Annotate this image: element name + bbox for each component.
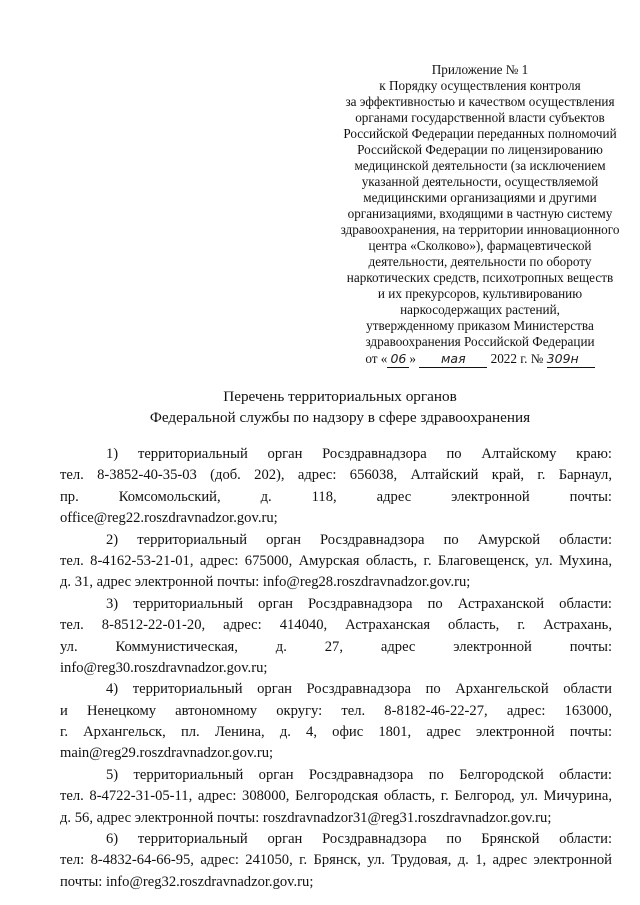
order-month-handwritten: мая — [419, 351, 487, 368]
appendix-line: организациями, входящими в частную систему — [347, 206, 613, 221]
list-item-line: г. Архангельск, пл. Ленина, д. 4, офис 1801, адрес электронной почты: — [60, 724, 612, 741]
list-item-line: 2) территориальный орган Росздравнадзора по Амурской области: — [106, 531, 612, 548]
list-item-line: 1) территориальный орган Росздравнадзора по Алтайскому краю: — [106, 446, 612, 462]
order-day-handwritten: 06 — [387, 351, 409, 368]
appendix-line: наркосодержащих растений, — [400, 302, 560, 317]
appendix-line: наркотических средств, психотропных веществ — [346, 270, 614, 285]
document-title — [60, 386, 620, 428]
list-item-line: пр. Комсомольский, д. 118, адрес электронной почты: — [60, 488, 612, 505]
appendix-line: утвержденному приказом Министерства — [366, 318, 594, 333]
appendix-line: здравоохранения Российской Федерации — [365, 334, 595, 349]
order-year: 2022 г. № — [490, 351, 544, 366]
appendix-line: Российской Федерации по лицензированию — [357, 142, 603, 157]
appendix-line: Приложение № 1 — [431, 62, 529, 77]
order-mid: » — [409, 351, 416, 366]
appendix-line: деятельности, деятельности по обороту — [368, 254, 592, 269]
title-line-1: Перечень территориальных органов — [223, 388, 457, 405]
list-item-line: 4) территориальный орган Росздравнадзора по Архангельской области — [106, 681, 612, 698]
list-item — [60, 765, 612, 829]
list-item — [60, 829, 612, 893]
appendix-line: к Порядку осуществления контроля — [379, 78, 581, 93]
list-item-line: 5) территориальный орган Росздравнадзора по Белгородской области: — [106, 766, 612, 783]
appendix-line: за эффективностью и качеством осуществления — [345, 94, 615, 109]
list-item-line: тел. 8-8512-22-01-20, адрес: 414040, Астраханская область, г. Астрахань, — [60, 617, 612, 634]
appendix-header — [325, 62, 635, 368]
appendix-line: здравоохранения, на территории инновационного — [340, 222, 620, 237]
title-line-2: Федеральной службы по надзору в сфере здравоохранения — [149, 409, 531, 426]
appendix-line: Российской Федерации переданных полномочий — [343, 126, 617, 141]
appendix-line: органами государственной власти субъектов — [355, 110, 605, 125]
list-item-line: 3) территориальный орган Росздравнадзора по Астраханской области: — [106, 595, 612, 612]
appendix-line: указанной деятельности, осуществляемой — [361, 174, 599, 189]
list-item-line: и Ненецкому автономному округу: тел. 8-8182-46-22-27, адрес: 163000, — [60, 702, 612, 719]
list-item — [60, 594, 612, 680]
appendix-line: центра «Сколково»), фармацевтической — [368, 238, 592, 253]
order-prefix: от « — [365, 351, 388, 366]
appendix-line: и их прекурсоров, культивированию — [377, 286, 583, 301]
document-body — [60, 444, 612, 893]
appendix-line: медицинской деятельности (за исключением — [354, 158, 606, 173]
list-item-line: тел: 8-4832-64-66-95, адрес: 241050, г. Брянск, ул. Трудовая, д. 1, адрес электронной — [60, 852, 612, 869]
list-item-line: ул. Коммунистическая, д. 27, адрес электронной почты: — [60, 638, 612, 655]
list-item-line: main@reg29.roszdravnadzor.gov.ru; — [60, 745, 274, 762]
list-item-line: д. 31, адрес электронной почты: info@reg28.roszdravnadzor.gov.ru; — [60, 574, 471, 591]
list-item-line: info@reg30.roszdravnadzor.gov.ru; — [60, 659, 268, 676]
list-item-line: д. 56, адрес электронной почты: roszdravnadzor31@reg31.roszdravnadzor.gov.ru; — [60, 809, 552, 826]
list-item — [60, 530, 612, 594]
list-item-line: office@reg22.roszdravnadzor.gov.ru; — [60, 510, 278, 527]
order-number-handwritten: 309н — [547, 351, 595, 368]
list-item — [60, 444, 612, 530]
list-item-line: почты: info@reg32.roszdravnadzor.gov.ru; — [60, 873, 314, 890]
list-item — [60, 679, 612, 765]
order-date-number — [325, 351, 635, 368]
list-item-line: тел. 8-3852-40-35-03 (доб. 202), адрес: 656038, Алтайский край, г. Барнаул, — [60, 467, 612, 484]
appendix-line: медицинскими организациями и другими — [363, 190, 597, 205]
list-item-line: тел. 8-4162-53-21-01, адрес: 675000, Амурская область, г. Благовещенск, ул. Мухина, — [60, 552, 612, 569]
list-item-line: тел. 8-4722-31-05-11, адрес: 308000, Белгородская область, г. Белгород, ул. Мичурина, — [60, 788, 612, 805]
list-item-line: 6) территориальный орган Росздравнадзора по Брянской области: — [106, 831, 612, 848]
